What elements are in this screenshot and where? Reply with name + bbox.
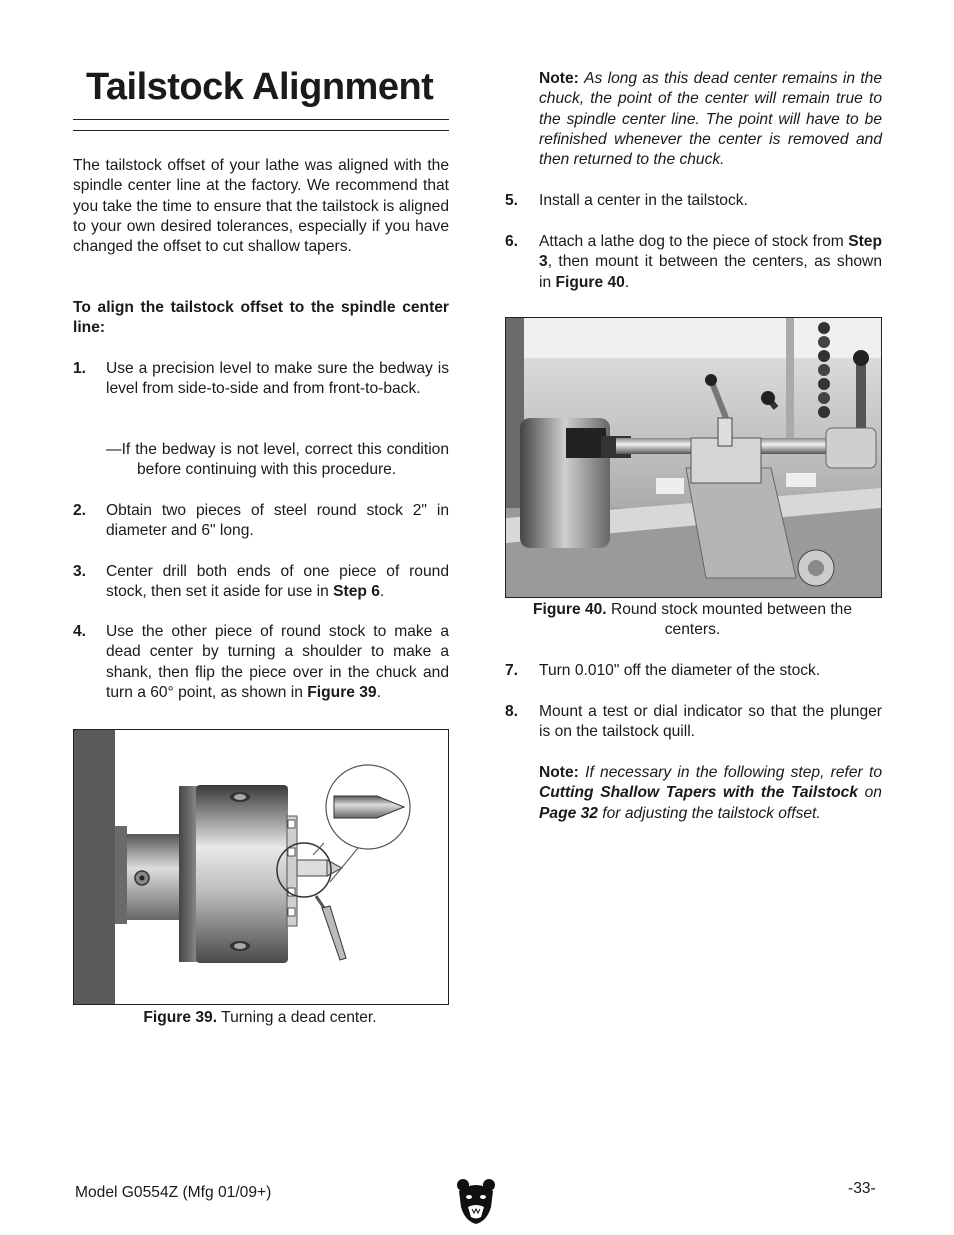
page-reference: Page 32 bbox=[539, 804, 598, 822]
step-7 bbox=[505, 661, 882, 683]
step-number: 2. bbox=[73, 502, 87, 519]
figure-reference: Figure 39 bbox=[307, 683, 377, 701]
step-text: Attach a lathe dog to the piece of stock from Step 3, then mount it between the centers, as shown in Figure 40. bbox=[539, 233, 882, 291]
page-title: Tailstock Alignment bbox=[86, 66, 434, 108]
magnifier-handle bbox=[322, 906, 346, 960]
chuck-body bbox=[196, 785, 288, 963]
step-number: 1. bbox=[73, 360, 87, 377]
step-6 bbox=[505, 232, 882, 296]
procedure-heading: To align the tailstock offset to the spindle center line: bbox=[73, 299, 449, 337]
step-8 bbox=[505, 702, 882, 744]
note-label: Note: bbox=[539, 764, 579, 781]
lathe-chuck-drawing bbox=[74, 730, 448, 1004]
note-dead-center bbox=[539, 69, 882, 170]
title-rule-bottom bbox=[73, 130, 449, 131]
intro-paragraph: The tailstock offset of your lathe was aligned with the spindle center line at the factory. We recommend that you take the time to ensure that the tailstock is aligned to your own desired tolerances, especially if you have changed the offset to cut shallow tapers. bbox=[73, 157, 449, 256]
section-reference: Cutting Shallow Tapers with the Tailstock bbox=[539, 784, 858, 802]
step-5 bbox=[505, 191, 882, 213]
bear-logo-icon bbox=[455, 1177, 497, 1225]
step-reference: Step 6 bbox=[333, 583, 380, 601]
figure-40-lathe-photo bbox=[505, 317, 882, 598]
step-text: Install a center in the tailstock. bbox=[539, 192, 748, 209]
step-text: Center drill both ends of one piece of round stock, then set it aside for use in Step 6. bbox=[106, 563, 449, 601]
step-1 bbox=[73, 359, 449, 421]
figure-reference: Figure 40 bbox=[555, 273, 625, 291]
step-number: 4. bbox=[73, 623, 87, 640]
footer-model: Model G0554Z (Mfg 01/09+) bbox=[75, 1184, 272, 1201]
step-4 bbox=[73, 622, 449, 706]
step-number: 3. bbox=[73, 563, 87, 580]
step-3 bbox=[73, 562, 449, 604]
step-number: 8. bbox=[505, 703, 519, 720]
headstock-wall bbox=[74, 730, 115, 1004]
step-number: 5. bbox=[505, 192, 519, 209]
footer-page-number: -33- bbox=[848, 1180, 876, 1197]
step-text: Mount a test or dial indicator so that the plunger is on the tailstock quill. bbox=[539, 703, 882, 741]
step-text: Turn 0.010" off the diameter of the stock. bbox=[539, 662, 821, 679]
note-tailstock-offset: Note: If necessary in the following step, refer to Cutting Shallow Tapers with the Tailstock on Page 32 for adjusting the tailstock offset. bbox=[539, 764, 882, 822]
step-text: Obtain two pieces of steel round stock 2" in diameter and 6" long. bbox=[106, 502, 449, 540]
figure-39-caption: Figure 39. Turning a dead center. bbox=[143, 1009, 377, 1026]
step-2 bbox=[73, 501, 449, 543]
step-text: Use the other piece of round stock to make a dead center by turning a shoulder to make a shank, then flip the piece over in the chuck and turn a 60° point, as shown in Figure 39. bbox=[106, 623, 449, 701]
figure-40-caption: Figure 40. Round stock mounted between the centers. bbox=[532, 601, 852, 639]
step-text: Use a precision level to make sure the bedway is level from side-to-side and from front-to-back. bbox=[106, 360, 449, 398]
figure-39-dead-center-illustration bbox=[73, 729, 449, 1005]
lathe-photo-drawing bbox=[506, 318, 881, 597]
title-rule-top bbox=[73, 119, 449, 120]
note-label: Note: bbox=[539, 70, 579, 87]
step-number: 7. bbox=[505, 662, 519, 679]
note-text: As long as this dead center remains in the chuck, the point of the center will remain true to the spindle center line. The point will have to be refinished whenever the center is removed and then returned to the chuck. bbox=[539, 70, 882, 169]
substep-note: —If the bedway is not level, correct this condition before continuing with this procedure. bbox=[106, 441, 449, 479]
step-number: 6. bbox=[505, 233, 519, 250]
step-reference: Step 3 bbox=[539, 233, 882, 271]
